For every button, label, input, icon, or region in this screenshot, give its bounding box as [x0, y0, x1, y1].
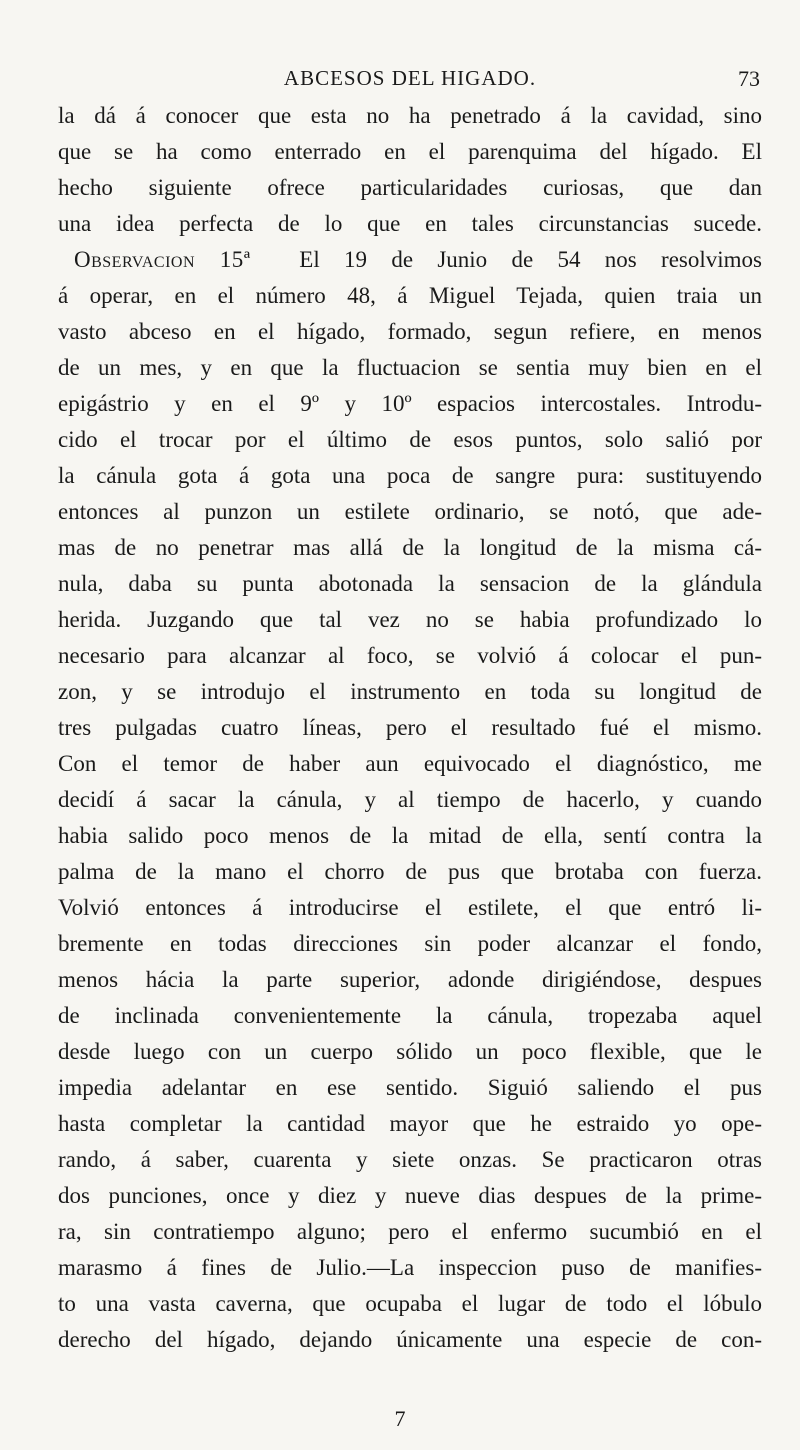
observation-text: El 19 de Junio de 54 nos resolvimos	[299, 247, 762, 272]
text-line: hecho siguiente ofrece particularidades curiosas, que dan	[58, 175, 762, 200]
text-line: la dá á conocer que esta no ha penetrado á la cavidad, sino	[58, 103, 762, 128]
text-line: decidí á sacar la cánula, y al tiempo de hacerlo, y cuando	[58, 787, 762, 812]
text-line: herida. Juzgando que tal vez no se habia profundizado lo	[58, 607, 762, 632]
text-line: epigástrio y en el 9º y 10º espacios intercostales. Introdu-	[58, 391, 762, 416]
text-line: mas de no penetrar mas allá de la longitud de la misma cá-	[58, 535, 762, 560]
text-line: Volvió entonces á introducirse el estilete, el que entró li-	[58, 895, 762, 920]
text-line: dos punciones, once y diez y nueve dias despues de la prime-	[58, 1183, 762, 1208]
text-line: la cánula gota á gota una poca de sangre pura: sustituyendo	[58, 463, 762, 488]
text-line: desde luego con un cuerpo sólido un poco flexible, que le	[58, 1039, 762, 1064]
text-line: impedia adelantar en ese sentido. Siguió saliendo el pus	[58, 1075, 762, 1100]
running-head	[60, 62, 760, 94]
text-line: nula, daba su punta abotonada la sensacion de la glándula	[58, 571, 762, 596]
page-number: 73	[738, 66, 760, 91]
text-line: entonces al punzon un estilete ordinario, se notó, que ade-	[58, 499, 762, 524]
text-line: tres pulgadas cuatro líneas, pero el resultado fué el mismo.	[58, 715, 762, 740]
text-line: de inclinada convenientemente la cánula, tropezaba aquel	[58, 1003, 762, 1028]
text-line: que se ha como enterrado en el parenquima del hígado. El	[58, 139, 762, 164]
observation-label: Observacion 15ª	[74, 247, 251, 272]
text-line: to una vasta caverna, que ocupaba el lugar de todo el lóbulo	[58, 1291, 762, 1316]
text-line: bremente en todas direcciones sin poder alcanzar el fondo,	[58, 931, 762, 956]
text-line: á operar, en el número 48, á Miguel Tejada, quien traia un	[58, 283, 762, 308]
text-line: Con el temor de haber aun equivocado el diagnóstico, me	[58, 751, 762, 776]
body-text	[58, 98, 762, 1358]
text-line: de un mes, y en que la fluctuacion se sentia muy bien en el	[58, 355, 762, 380]
text-line: marasmo á fines de Julio.—La inspeccion puso de manifies-	[58, 1255, 762, 1280]
text-line: palma de la mano el chorro de pus que brotaba con fuerza.	[58, 859, 762, 884]
text-line: menos hácia la parte superior, adonde dirigiéndose, despues	[58, 967, 762, 992]
text-line: necesario para alcanzar al foco, se volvió á colocar el pun-	[58, 643, 762, 668]
signature-mark: 7	[394, 1406, 406, 1431]
text-line: zon, y se introdujo el instrumento en toda su longitud de	[58, 679, 762, 704]
running-title: ABCESOS DEL HIGADO.	[283, 66, 537, 90]
text-line: una idea perfecta de lo que en tales circunstancias sucede.	[58, 211, 762, 236]
text-line: vasto abceso en el hígado, formado, segun refiere, en menos	[58, 319, 762, 344]
text-line: derecho del hígado, dejando únicamente una especie de con-	[58, 1327, 762, 1352]
text-line: ra, sin contratiempo alguno; pero el enfermo sucumbió en el	[58, 1219, 762, 1244]
text-line: habia salido poco menos de la mitad de ella, sentí contra la	[58, 823, 762, 848]
observation-line	[58, 242, 762, 278]
text-line: cido el trocar por el último de esos puntos, solo salió por	[58, 427, 762, 452]
text-line: rando, á saber, cuarenta y siete onzas. Se practicaron otras	[58, 1147, 762, 1172]
text-line: hasta completar la cantidad mayor que he estraido yo ope-	[58, 1111, 762, 1136]
